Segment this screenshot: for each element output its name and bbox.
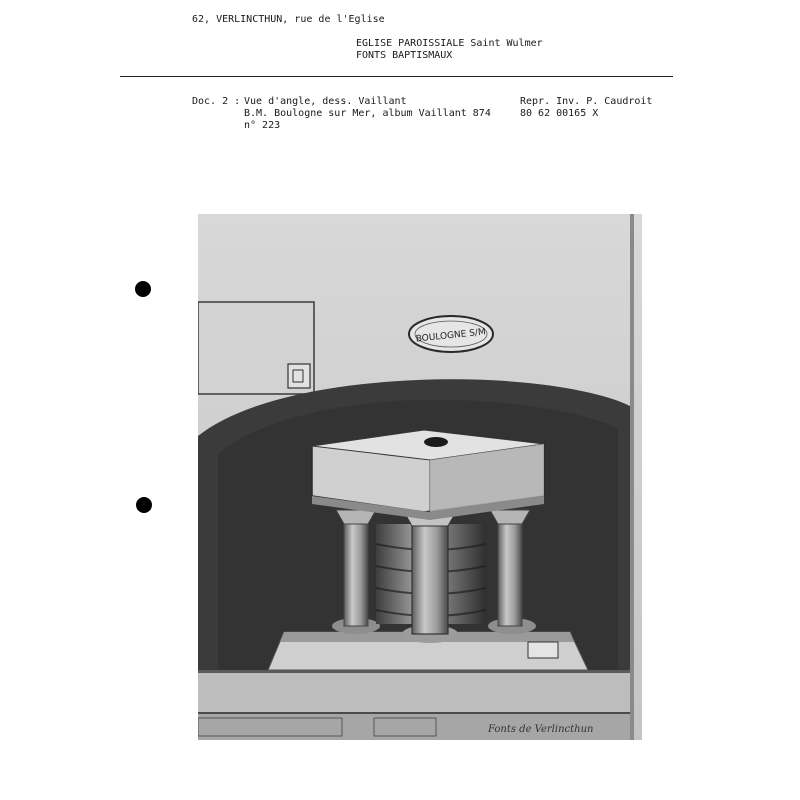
repro-label: Repr. Inv. P. Caudroit [520, 96, 653, 107]
font-drawing-photo [198, 214, 642, 740]
location-line: 62, VERLINCTHUN, rue de l'Eglise [192, 14, 385, 25]
repro-number: 80 62 00165 X [520, 108, 599, 119]
binder-hole-bottom [136, 497, 152, 513]
library-stamp [409, 316, 493, 352]
header-rule [120, 76, 673, 77]
caption-line-3: n° 223 [244, 120, 281, 131]
caption-line-1: Vue d'angle, dess. Vaillant [244, 96, 407, 107]
doc-label: Doc. 2 : [192, 96, 241, 107]
binder-hole-top [135, 281, 151, 297]
caption-line-2: B.M. Boulogne sur Mer, album Vaillant 874 [244, 108, 491, 119]
object-name: FONTS BAPTISMAUX [356, 50, 453, 61]
building-name: EGLISE PAROISSIALE Saint Wulmer [356, 38, 543, 49]
drawing-signature: Fonts de Verlincthun [488, 724, 594, 735]
stamp-text: BOULOGNE S/M [415, 327, 487, 345]
